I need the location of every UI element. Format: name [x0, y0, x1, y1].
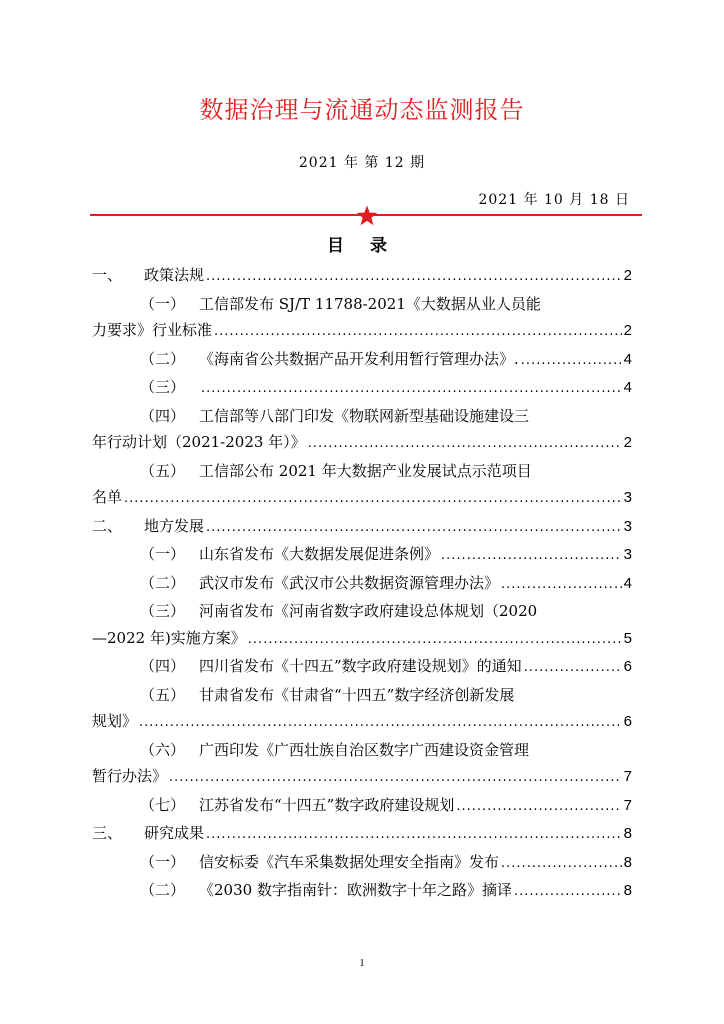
- dot-leader: [206, 264, 622, 291]
- toc-page-number: 8: [623, 882, 632, 899]
- dot-leader: [501, 572, 622, 599]
- toc-entry[interactable]: [92, 403, 632, 458]
- toc-page-number: 7: [623, 768, 632, 785]
- toc-entry[interactable]: [92, 653, 632, 682]
- toc-entry-label: （一）: [140, 852, 186, 871]
- report-title: 数据治理与流通动态监测报告: [199, 96, 525, 124]
- toc-entry[interactable]: [92, 598, 632, 653]
- toc-entry-label: （五）: [140, 685, 186, 704]
- table-of-contents: [92, 262, 632, 906]
- toc-entry-label: 一、: [92, 266, 123, 284]
- toc-entry[interactable]: [92, 513, 632, 542]
- toc-entry[interactable]: [92, 820, 632, 849]
- toc-entry[interactable]: [92, 346, 632, 375]
- toc-entry-text-continued: 年行动计划（2021-2023 年）》: [92, 433, 306, 451]
- toc-entry[interactable]: [92, 291, 632, 346]
- toc-entry-text: 广西印发《广西壮族自治区数字广西建设资金管理: [199, 740, 530, 759]
- toc-page-number: 3: [623, 546, 632, 563]
- toc-entry-text-continued: 名单: [92, 488, 123, 506]
- toc-entry-label: （二）: [140, 349, 186, 368]
- dot-leader: [169, 765, 622, 792]
- toc-entry-label: （六）: [140, 740, 186, 759]
- toc-entry[interactable]: [92, 541, 632, 570]
- dot-leader: [206, 515, 622, 542]
- toc-entry-label: （一）: [140, 294, 186, 313]
- toc-entry-label: 二、: [92, 516, 123, 535]
- toc-entry-text: 河南省发布《河南省数字政府建设总体规划（2020: [199, 602, 538, 620]
- dot-leader: [139, 710, 622, 737]
- toc-page-number: 4: [623, 574, 632, 592]
- toc-page-number: 4: [623, 350, 632, 368]
- toc-entry-text: 地方发展: [144, 516, 205, 535]
- toc-entry-text: 工信部发布 SJ/T 11788-2021《大数据从业人员能: [199, 294, 541, 313]
- star-icon: [355, 204, 379, 228]
- dot-leader: [524, 655, 622, 682]
- page-number: 1: [359, 958, 365, 969]
- dot-leader: [206, 822, 622, 849]
- toc-page-number: 2: [623, 267, 632, 284]
- toc-page-number: 8: [623, 853, 632, 871]
- dot-leader: [248, 627, 622, 654]
- toc-entry-text-continued: 规划》: [92, 712, 138, 730]
- dot-leader: [514, 879, 622, 906]
- toc-page-number: 6: [623, 658, 632, 675]
- toc-entry-label: （四）: [140, 406, 186, 425]
- toc-entry-label: （二）: [140, 881, 186, 899]
- toc-entry-text: 研究成果: [144, 824, 205, 842]
- toc-entry-label: （七）: [140, 795, 186, 814]
- dot-leader: [501, 851, 622, 878]
- toc-page-number: 2: [623, 434, 632, 451]
- toc-page-number: 4: [623, 379, 632, 396]
- dot-leader: [124, 486, 622, 513]
- toc-page-number: 5: [623, 629, 632, 647]
- dot-leader: [308, 431, 622, 458]
- toc-entry[interactable]: [92, 792, 632, 821]
- toc-entry-text: 政策法规: [144, 266, 205, 284]
- dot-leader: [441, 543, 622, 570]
- toc-page-number: 8: [623, 825, 632, 842]
- toc-entry[interactable]: [92, 374, 632, 403]
- toc-entry-text: 武汉市发布《武汉市公共数据资源管理办法》: [199, 573, 500, 592]
- toc-entry-text: 四川省发布《十四五”数字政府建设规划》的通知: [199, 657, 522, 675]
- toc-entry-label: （五）: [140, 461, 186, 480]
- toc-entry-text-continued: —2022 年)实施方案》: [92, 628, 246, 647]
- toc-entry[interactable]: [92, 682, 632, 737]
- dot-leader: [201, 376, 622, 403]
- dot-leader: [214, 319, 622, 346]
- toc-entry-text: 甘肃省发布《甘肃省“十四五”数字经济创新发展: [199, 685, 515, 704]
- toc-entry-label: （一）: [140, 545, 186, 563]
- toc-page-number: 3: [623, 517, 632, 535]
- toc-entry[interactable]: [92, 849, 632, 878]
- toc-entry[interactable]: [92, 877, 632, 906]
- toc-entry-label: （三）: [140, 378, 186, 396]
- dot-leader: [456, 794, 621, 821]
- dot-leader: [521, 348, 622, 375]
- issue-number: 2021 年 第 12 期: [298, 155, 426, 171]
- toc-page-number: 6: [623, 713, 632, 730]
- toc-entry[interactable]: [92, 737, 632, 792]
- toc-entry-text: 信安标委《汽车采集数据处理安全指南》发布: [199, 852, 500, 871]
- toc-entry-text: 工信部等八部门印发《物联网新型基础设施建设三: [199, 406, 530, 425]
- toc-entry-label: （四）: [140, 657, 186, 675]
- toc-entry-text-continued: 力要求》行业标准: [92, 321, 213, 339]
- toc-entry-text: 《海南省公共数据产品开发利用暂行管理办法》.: [199, 349, 519, 368]
- toc-page-number: 3: [623, 489, 632, 506]
- toc-entry-text: 江苏省发布“十四五”数字政府建设规划: [199, 795, 455, 814]
- toc-entry-label: 三、: [92, 824, 123, 842]
- toc-entry-text: 工信部公布 2021 年大数据产业发展试点示范项目: [199, 461, 532, 480]
- toc-entry-text: 《2030 数字指南针：欧洲数字十年之路》摘译: [199, 881, 512, 899]
- toc-page-number: 2: [623, 322, 632, 339]
- toc-entry-text: 山东省发布《大数据发展促进条例》: [199, 545, 440, 563]
- toc-entry-text-continued: 暂行办法》: [92, 767, 168, 785]
- toc-entry[interactable]: [92, 570, 632, 599]
- toc-entry[interactable]: [92, 458, 632, 513]
- toc-entry[interactable]: [92, 262, 632, 291]
- toc-page-number: 7: [623, 796, 632, 814]
- toc-entry-label: （二）: [140, 573, 186, 592]
- issue-date: 2021 年 10 月 18 日: [478, 192, 630, 208]
- toc-entry-label: （三）: [140, 602, 186, 620]
- toc-title: 目 录: [327, 236, 397, 256]
